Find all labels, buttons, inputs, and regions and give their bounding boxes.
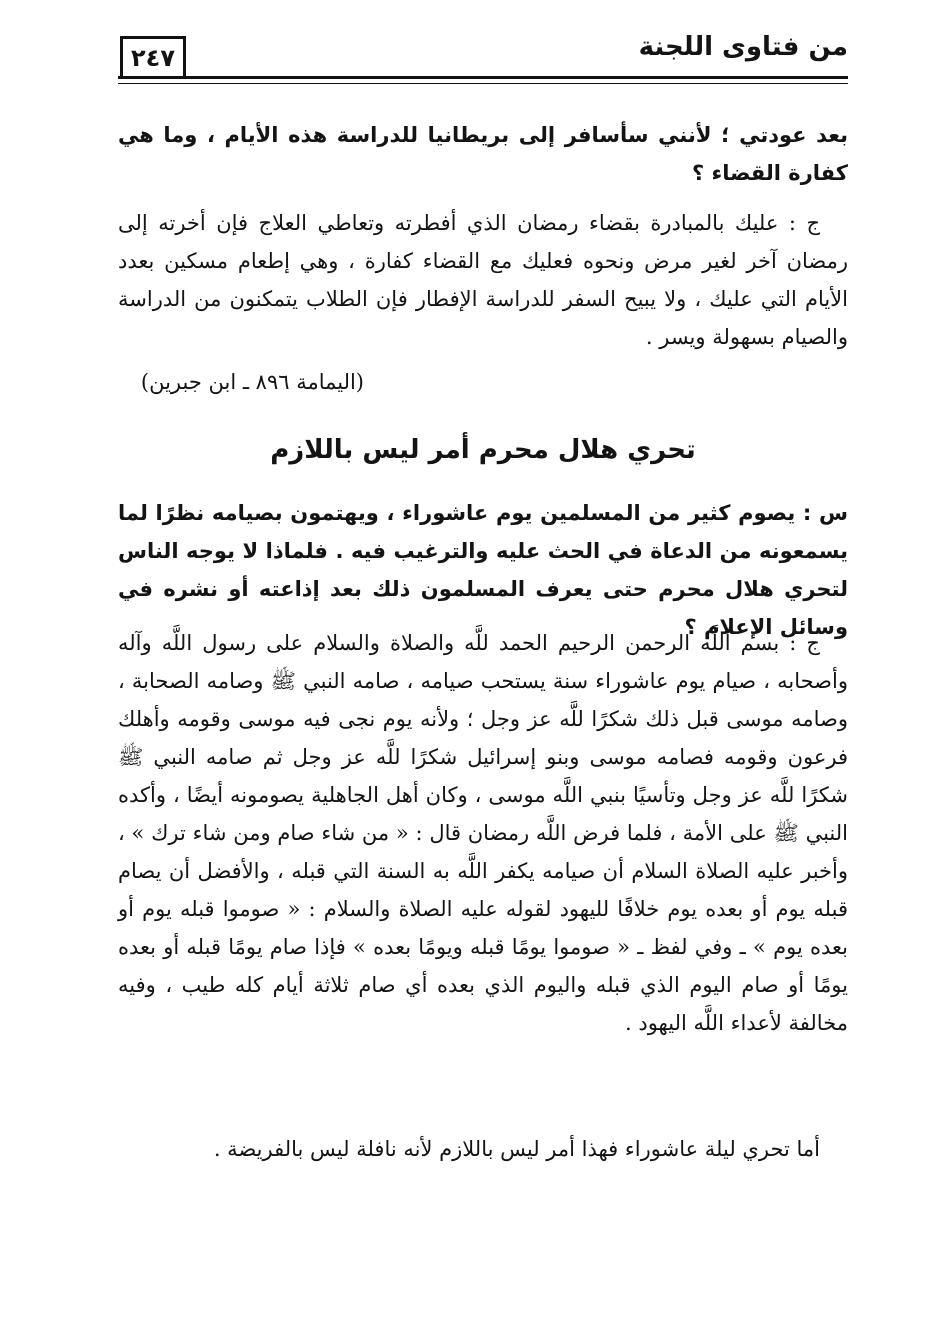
answer-paragraph: ج : عليك بالمبادرة بقضاء رمضان الذي أفطرته وتعاطي العلاج فإن أخرته إلى رمضان آخر لغير مرض ونحوه فعليك مع القضاء كفارة ، وهي إطعام مسكين بعدد الأيام التي عليك ، ولا يبيح السفر للدراسة الإفطار فإن الطلاب يتمكنون من الدراسة والصيام بسهولة ويسر . [118,211,848,349]
answer-paragraph-2: ج : بسم اللَّه الرحمن الرحيم الحمد للَّه والصلاة والسلام على رسول اللَّه وآله وأصحابه ، صيام يوم عاشوراء سنة يستحب صيامه ، صامه النبي ﷺ وصامه الصحابة ، وصامه موسى قبل ذلك شكرًا للَّه عز وجل ؛ ولأنه يوم نجى فيه موسى وقومه وأهلك فرعون وقومه فصامه موسى وبنو إسرائيل شكرًا للَّه عز وجل ثم صامه النبي ﷺ شكرًا للَّه عز وجل وتأسيًا بنبي اللَّه موسى ، وكان أهل الجاهلية يصومونه أيضًا ، وأكده النبي ﷺ على الأمة ، فلما فرض اللَّه رمضان قال : « من شاء صام ومن شاء ترك » ، وأخبر عليه الصلاة السلام أن صيامه يكفر اللَّه به السنة التي قبله ، والأفضل أن يصام قبله يوم أو بعده يوم خلافًا لليهود لقوله عليه الصلاة والسلام : « صوموا قبله يوم أو بعده يوم » ـ وفي لفظ ـ « صوموا يومًا قبله ويومًا بعده » فإذا صام يومًا قبله أو بعده يومًا أو صام اليوم الذي قبله واليوم الذي بعده أي صام ثلاثة أيام كله طيب ، وفيه مخالفة لأعداء اللَّه اليهود . [118,631,848,1035]
running-title: من فتاوى اللجنة [638,32,848,62]
header-rule [118,76,848,79]
question-continuation: بعد عودتي ؛ لأنني سأسافر إلى بريطانيا للدراسة هذه الأيام ، وما هي كفارة القضاء ؟ [118,123,848,185]
section-title: تحري هلال محرم أمر ليس باللازم [270,435,696,465]
header-rule-thin [118,83,848,84]
closing-paragraph: أما تحري ليلة عاشوراء فهذا أمر ليس باللازم لأنه نافلة ليس بالفريضة . [213,1137,820,1161]
page-number: ٢٤٧ [120,36,186,76]
question-paragraph: س : يصوم كثير من المسلمين يوم عاشوراء ، ويهتمون بصيامه نظرًا لما يسمعونه من الدعاة في الحث عليه والترغيب فيه . فلماذا لا يوجه الناس لتحري هلال محرم حتى يعرف المسلمون ذلك بعد إذاعته أو نشره في وسائل الإعلام ؟ [118,501,848,639]
running-header [118,30,848,92]
source-citation: (اليمامة ٨٩٦ ـ ابن جبرين) [140,370,364,394]
